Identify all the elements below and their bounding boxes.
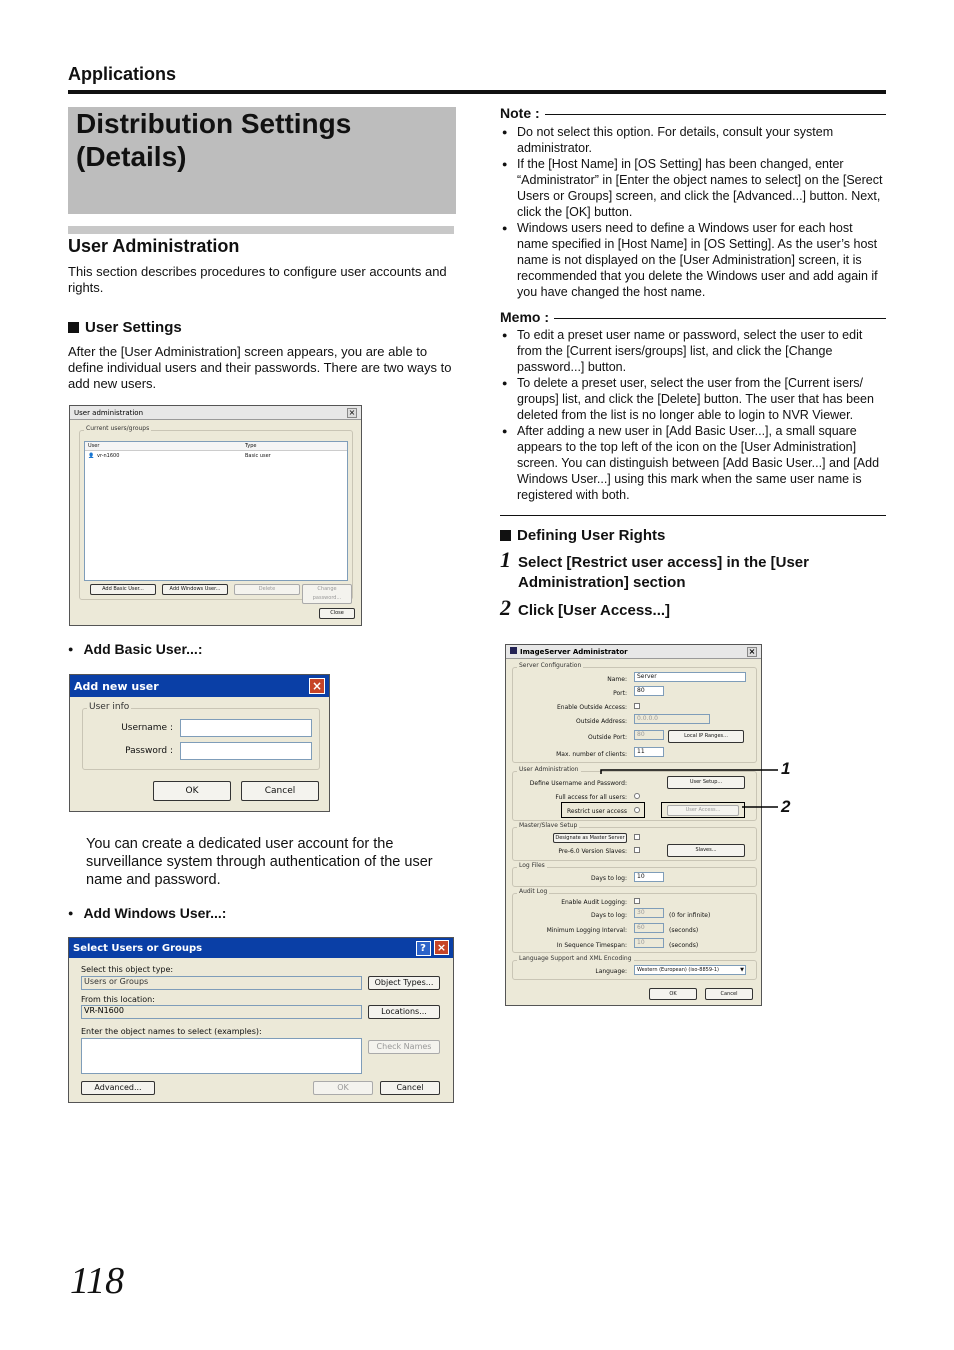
object-names-input[interactable] xyxy=(81,1038,362,1074)
list-item: ● Do not select this option. For details, consult your system administrator. xyxy=(500,124,886,156)
language-select[interactable]: Western (European) (iso-8859-1) ▼ xyxy=(634,965,746,975)
define-username-label: Define Username and Password: xyxy=(529,780,627,787)
object-type-label: Select this object type: xyxy=(81,965,174,974)
slaves-button[interactable]: Slaves... xyxy=(667,844,745,857)
page-number: 118 xyxy=(70,1260,125,1302)
list-item: ● After adding a new user in [Add Basic User...], a small square appears to the top left of the icon on the [User Administration] screen. You can distinguish between [Add Basic User...] and [Add Windows User...] using this mark when the same user name is registered with both. xyxy=(500,423,886,503)
enable-outside-checkbox[interactable] xyxy=(634,703,640,709)
sequence-label: In Sequence Timespan: xyxy=(556,942,627,949)
enable-audit-label: Enable Audit Logging: xyxy=(561,899,627,906)
port-input[interactable]: 80 xyxy=(634,686,664,696)
name-input[interactable]: Server xyxy=(634,672,746,682)
square-bullet-icon xyxy=(68,322,79,333)
add-basic-user-button[interactable]: Add Basic User... xyxy=(90,584,156,595)
step-2-text: Click [User Access...] xyxy=(518,602,671,619)
server-config-group: Server Configuration Name: Server Port: 80 Enable Outside Access: Outside Address: 0.0.0.0 Outside Port: 80 Local IP Ranges... Max. number of clients: 11 xyxy=(512,667,757,763)
designate-master-button[interactable]: Designate as Master Server xyxy=(553,833,627,843)
list-item: ● To edit a preset user name or password, select the user to edit from the [Current isers/groups] list, and click the [Change password...] button. xyxy=(500,327,886,375)
username-input[interactable] xyxy=(180,719,312,737)
sequence-hint: (seconds) xyxy=(669,942,699,949)
days-to-log-label: Days to log: xyxy=(591,875,627,882)
cancel-button[interactable]: Cancel xyxy=(380,1081,440,1095)
port-label: Port: xyxy=(613,690,627,697)
add-basic-user-text: You can create a dedicated user account for the surveillance system through authentication of the user name and password. xyxy=(86,836,433,888)
select-users-dialog xyxy=(68,937,454,1103)
close-icon[interactable]: × xyxy=(434,940,449,955)
add-basic-user-heading: ● Add Basic User...: xyxy=(68,641,202,657)
user-settings-text: After the [User Administration] screen appears, you are able to define individual users and their passwords. There are two ways to add new users. xyxy=(68,344,452,391)
page-title-line1: Distribution Settings xyxy=(76,108,352,139)
user-info-group: User info Username : Password : xyxy=(82,708,320,770)
max-clients-input[interactable]: 11 xyxy=(634,747,664,757)
page-title xyxy=(68,107,456,214)
user-admin-intro: This section describes procedures to configure user accounts and rights. xyxy=(68,264,447,295)
outside-address-label: Outside Address: xyxy=(576,718,627,725)
min-interval-input[interactable]: 60 xyxy=(634,923,664,933)
square-bullet-icon xyxy=(500,530,511,541)
restrict-access-label: Restrict user access xyxy=(567,808,627,815)
password-input[interactable] xyxy=(180,742,312,760)
imageserver-titlebar: ImageServer Administrator × xyxy=(506,645,761,659)
memo-end-rule xyxy=(500,515,886,516)
password-label: Password : xyxy=(125,746,173,756)
advanced-button[interactable]: Advanced... xyxy=(81,1081,155,1095)
outside-port-input[interactable]: 80 xyxy=(634,730,664,740)
app-icon xyxy=(510,647,517,654)
user-icon: 👤 xyxy=(88,453,95,459)
users-list-header: User Type xyxy=(85,442,347,451)
help-icon[interactable]: ? xyxy=(416,941,431,956)
note-header xyxy=(500,105,886,123)
list-item: ● To delete a preset user, select the user from the [Current isers/ groups] list, and click the [Delete] button. The user that has been deleted from the list is no longer able to login to NVR Viewer. xyxy=(500,375,886,423)
step-1-text: Select [Restrict user access] in the [User Administration] section xyxy=(518,554,809,591)
memo-rule xyxy=(500,318,886,319)
delete-button[interactable]: Delete xyxy=(234,584,300,595)
ok-button[interactable]: OK xyxy=(313,1081,373,1095)
step-1-number: 1 xyxy=(500,547,511,572)
memo-title: Memo : xyxy=(500,309,554,325)
language-label: Language: xyxy=(595,968,627,975)
list-item: ● If the [Host Name] in [OS Setting] has been changed, enter “Administrator” in [Enter the object names to select] on the [Serect Users or Groups] screen, and click the [Advanced...] button. Next, click the [OK] button. xyxy=(500,156,886,220)
object-type-field: Users or Groups xyxy=(81,976,362,990)
sequence-input[interactable]: 10 xyxy=(634,938,664,948)
cancel-button[interactable]: Cancel xyxy=(241,781,319,801)
user-access-button[interactable]: User Access... xyxy=(667,805,739,816)
header-rule xyxy=(68,90,886,94)
audit-days-hint: (0 for infinite) xyxy=(669,912,711,919)
name-label: Name: xyxy=(607,676,627,683)
select-users-titlebar: Select Users or Groups ? × xyxy=(69,938,453,958)
location-label: From this location: xyxy=(81,995,155,1004)
section-header: Applications xyxy=(68,64,177,84)
user-settings-heading: User Settings xyxy=(68,319,182,336)
close-icon[interactable]: × xyxy=(309,678,325,694)
user-admin-titlebar: User administration × xyxy=(70,406,361,420)
outside-port-label: Outside Port: xyxy=(588,734,627,741)
enable-audit-checkbox[interactable] xyxy=(634,898,640,904)
chevron-down-icon: ▼ xyxy=(740,967,744,973)
memo-list xyxy=(500,327,886,503)
close-button[interactable]: Close xyxy=(319,608,355,619)
language-group: Language Support and XML Encoding Language: Western (European) (iso-8859-1) ▼ xyxy=(512,960,757,980)
days-to-log-input[interactable]: 10 xyxy=(634,872,664,882)
step-2-number: 2 xyxy=(500,595,511,620)
username-label: Username : xyxy=(121,723,173,733)
table-row[interactable]: 👤 vr-n1600 Basic user xyxy=(88,453,271,459)
callout-line-1 xyxy=(601,770,778,774)
change-password-button[interactable]: Change password... xyxy=(302,584,352,604)
min-interval-hint: (seconds) xyxy=(669,927,699,934)
pre-version-label: Pre-6.0 Version Slaves: xyxy=(558,848,627,855)
callout-1: 1 xyxy=(781,759,791,778)
add-windows-user-button[interactable]: Add Windows User... xyxy=(162,584,228,595)
master-checkbox[interactable] xyxy=(634,834,640,840)
enable-outside-label: Enable Outside Access: xyxy=(557,704,627,711)
ok-button[interactable]: OK xyxy=(649,988,697,1000)
full-access-label: Full access for all users: xyxy=(555,794,627,801)
user-admin-dialog xyxy=(69,405,362,626)
user-admin-heading: User Administration xyxy=(68,236,240,256)
memo-header xyxy=(500,309,886,327)
max-clients-label: Max. number of clients: xyxy=(556,751,627,758)
callout-2: 2 xyxy=(781,797,791,816)
close-icon[interactable]: × xyxy=(348,407,356,417)
enter-names-label: Enter the object names to select (examples): xyxy=(81,1027,262,1036)
users-list[interactable] xyxy=(84,441,348,581)
list-item: ● Windows users need to define a Windows user for each host name specified in [Host Name] in [OS Setting]. As the user’s host name is not displayed on the [User Administration] screen, it is recommended that you delete the Windows user and add again if you have changed the host name. xyxy=(500,220,886,300)
note-title: Note : xyxy=(500,105,545,121)
add-new-user-titlebar: Add new user × xyxy=(70,675,329,697)
log-files-group: Log Files Days to log: 10 xyxy=(512,867,757,887)
note-rule xyxy=(500,114,886,115)
local-ip-ranges-button[interactable]: Local IP Ranges... xyxy=(668,730,744,743)
user-admin-group: User Administration Define Username and Password: User Setup... Full access for all users: Restrict user access User Access... xyxy=(512,771,757,821)
cancel-button[interactable]: Cancel xyxy=(705,988,753,1000)
close-icon[interactable]: × xyxy=(748,646,756,656)
pre-version-checkbox[interactable] xyxy=(634,847,640,853)
current-users-group: Current users/groups User Type 👤 vr-n1600 Basic user Add Basic User... Add Windows User... Delete Change password... xyxy=(79,430,353,600)
location-field: VR-N1600 xyxy=(81,1005,362,1019)
page-title-line2: (Details) xyxy=(76,141,187,172)
audit-days-label: Days to log: xyxy=(591,912,627,919)
audit-days-input[interactable]: 30 xyxy=(634,908,664,918)
ok-button[interactable]: OK xyxy=(153,781,231,801)
master-slave-group: Master/Slave Setup Designate as Master Server Pre-6.0 Version Slaves: Slaves... xyxy=(512,827,757,861)
check-names-button[interactable]: Check Names xyxy=(368,1040,440,1054)
user-rights-heading: Defining User Rights xyxy=(500,527,665,544)
add-new-user-dialog xyxy=(69,674,330,812)
note-list xyxy=(500,124,886,300)
callout-lines xyxy=(598,760,798,820)
object-types-button[interactable]: Object Types... xyxy=(368,976,440,990)
locations-button[interactable]: Locations... xyxy=(368,1005,440,1019)
min-interval-label: Minimum Logging Interval: xyxy=(546,927,627,934)
add-windows-user-heading: ● Add Windows User...: xyxy=(68,905,226,921)
imageserver-dialog xyxy=(505,644,762,1006)
subsection-rule xyxy=(68,226,454,234)
outside-address-input[interactable]: 0.0.0.0 xyxy=(634,714,710,724)
user-setup-button[interactable]: User Setup... xyxy=(667,776,745,789)
audit-log-group: Audit Log Enable Audit Logging: Days to log: 30 (0 for infinite) Minimum Logging Interval: 60 (seconds) In Sequence Timespan: 10 (seconds) xyxy=(512,893,757,953)
